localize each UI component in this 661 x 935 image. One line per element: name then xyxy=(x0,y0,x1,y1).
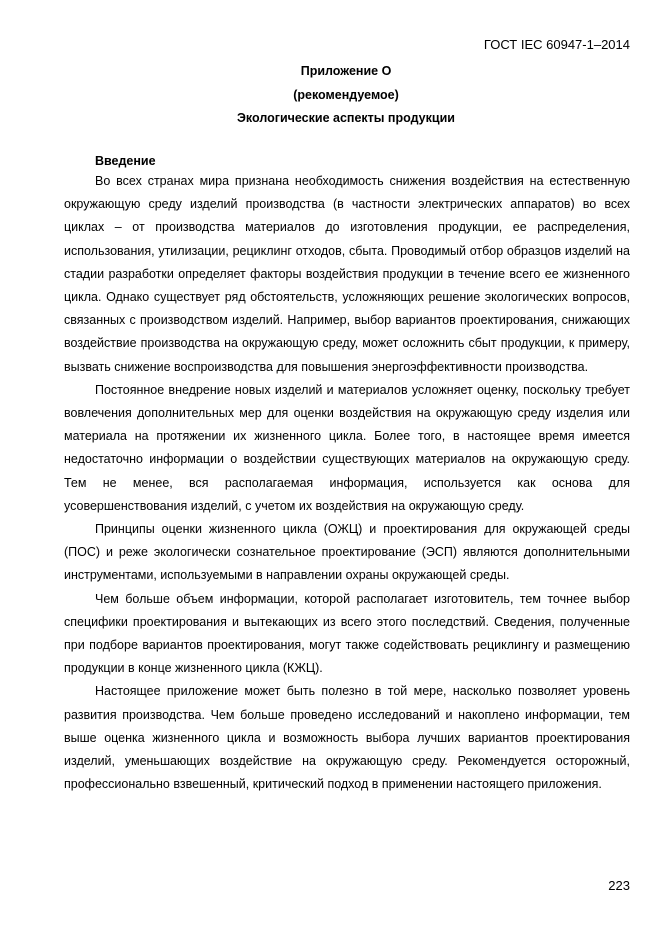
paragraph-1: Во всех странах мира признана необходимость снижения воздействия на естественную окружающую среду изделий производства (в частности электрических аппаратов) во всех циклах – от производства материалов до изготовления продукции, ее распределения, использования, утилизации, рециклинг отходов, сбыта. Проводимый отбор образцов изделий на стадии разработки определяет факторы воздействия продукции в течение всего ее жизненного цикла. Однако существует ряд обстоятельств, усложняющих решение экологических вопросов, связанных с производством изделий. Например, выбор вариантов проектирования, снижающих воздействие производства на окружающую среду, может осложнить сбыт продукции, к примеру, вызвать снижение воспроизводства для повышения энергоэффективности производства. xyxy=(64,174,630,374)
body-text xyxy=(64,170,630,796)
paragraph-2: Постоянное внедрение новых изделий и материалов усложняет оценку, поскольку требует вовлечения дополнительных мер для оценки воздействия на окружающую среду изделия или материала на протяжении их жизненного цикла. Более того, в настоящее время имеется недостаточно информации о воздействии существующих материалов на окружающую среду. Тем не менее, вся располагаемая информация, используется как основа для усовершенствования изделий, с учетом их воздействия на окружающую среду. xyxy=(64,382,630,513)
standard-designation: ГОСТ IEC 60947-1–2014 xyxy=(483,37,630,52)
annex-subtitle: Экологические аспекты продукции xyxy=(237,111,455,125)
paragraph-3: Принципы оценки жизненного цикла (ОЖЦ) и проектирования для окружающей среды (ПОС) и реже экологически сознательное проектирование (ЭСП) являются дополнительными инструментами, используемыми в направлении охраны окружающей среды. xyxy=(64,522,630,583)
section-heading-introduction: Введение xyxy=(95,154,156,168)
annex-title: Приложение О xyxy=(300,64,392,78)
annex-status: (рекомендуемое) xyxy=(293,88,399,102)
page-number: 223 xyxy=(608,878,630,893)
paragraph-5: Настоящее приложение может быть полезно в той мере, насколько позволяет уровень развития производства. Чем больше проведено исследований и накоплено информации, тем выше оценка жизненного цикла и возможность выбора лучших вариантов проектирования изделий, уменьшающих воздействие на окружающую среду. Рекомендуется осторожный, профессионально взвешенный, критический подход в применении настоящего приложения. xyxy=(64,684,630,792)
paragraph-4: Чем больше объем информации, которой располагает изготовитель, тем точнее выбор специфики проектирования и вытекающих из всего этого последствий. Сведения, полученные при подборе вариантов проектирования, могут также содействовать рециклингу и размещению продукции в конце жизненного цикла (КЖЦ). xyxy=(64,591,630,676)
